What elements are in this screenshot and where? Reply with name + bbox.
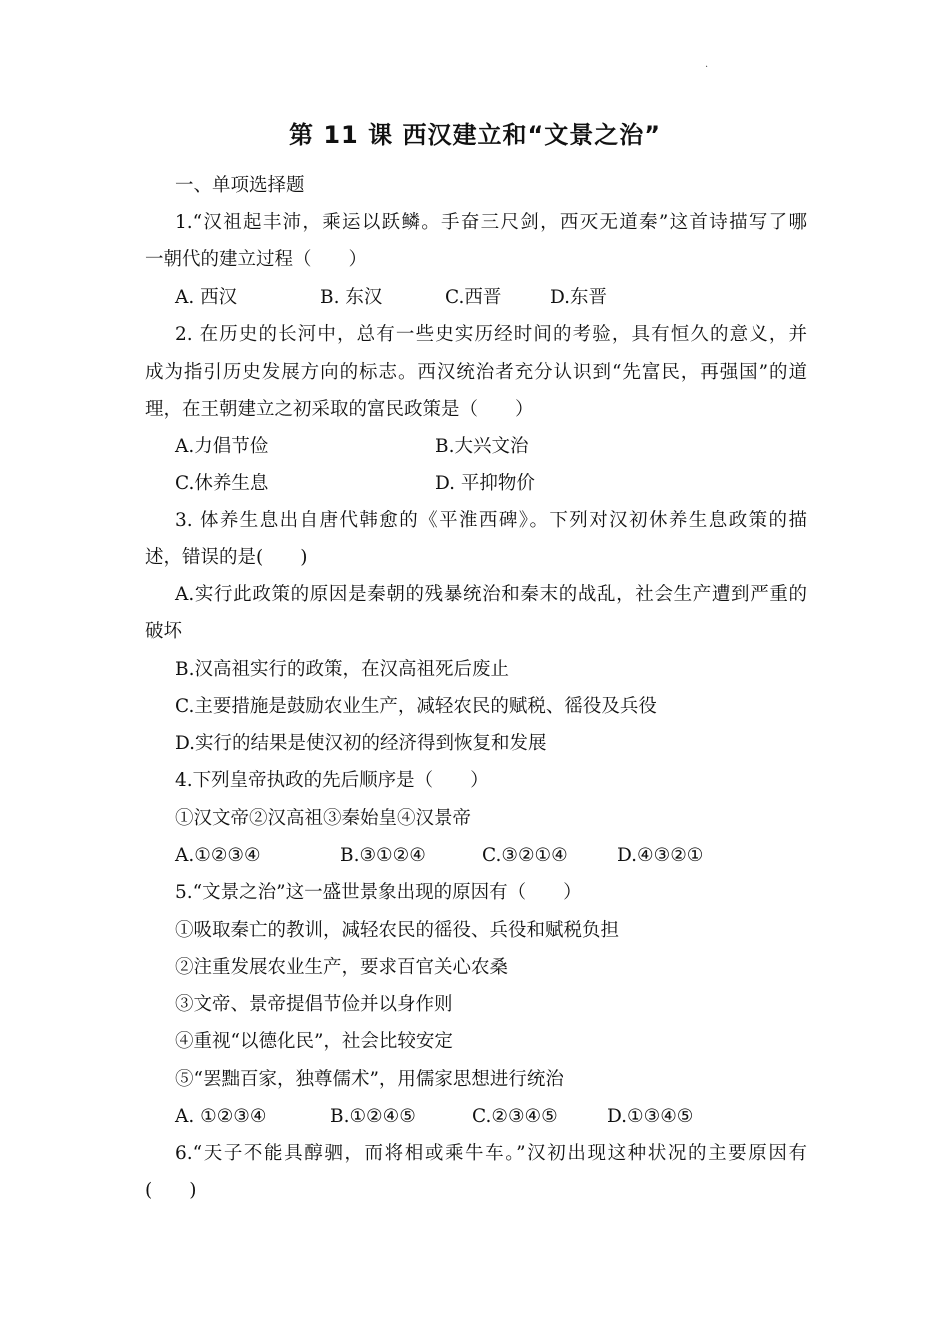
q3-option-d: D.实行的结果是使汉初的经济得到恢复和发展 <box>175 733 547 754</box>
q5-stem: 5.“文景之治”这一盛世景象出现的原因有（ ） <box>175 882 582 903</box>
q1-option-a: A. 西汉 <box>175 287 238 308</box>
q5-item-2: ②注重发展农业生产，要求百官关心农桑 <box>175 957 509 978</box>
section-heading: 一、单项选择题 <box>175 175 305 196</box>
q3-option-a-line2: 破坏 <box>145 621 183 642</box>
q2-option-c: C.休养生息 <box>175 473 269 494</box>
q2-option-b: B.大兴文治 <box>435 436 529 457</box>
q5-item-3: ③文帝、景帝提倡节俭并以身作则 <box>175 994 453 1015</box>
q3-option-c: C.主要措施是鼓励农业生产，减轻农民的赋税、徭役及兵役 <box>175 696 657 717</box>
q5-item-4: ④重视“以德化民”，社会比较安定 <box>175 1031 453 1052</box>
q2-stem-line1: 2. 在历史的长河中，总有一些史实历经时间的考验，具有恒久的意义，并 <box>175 324 807 345</box>
q1-option-c: C.西晋 <box>445 287 502 308</box>
q4-option-b: B.③①②④ <box>340 845 426 866</box>
q1-stem-line1: 1.“汉祖起丰沛，乘运以跃鳞。手奋三尺剑，西灭无道秦”这首诗描写了哪 <box>175 212 807 233</box>
q4-option-c: C.③②①④ <box>482 845 568 866</box>
header-mark: · <box>705 62 709 73</box>
q6-stem-line2: ( ) <box>145 1180 197 1201</box>
q2-stem-line2: 成为指引历史发展方向的标志。西汉统治者充分认识到“先富民，再强国”的道 <box>145 362 807 383</box>
q2-stem-line3: 理，在王朝建立之初采取的富民政策是（ ） <box>145 399 534 420</box>
q3-option-b: B.汉高祖实行的政策，在汉高祖死后废止 <box>175 659 509 680</box>
q5-option-c: C.②③④⑤ <box>472 1106 558 1127</box>
q5-item-5: ⑤“罢黜百家，独尊儒术”，用儒家思想进行统治 <box>175 1069 564 1090</box>
q6-stem-line1: 6.“天子不能具醇驷，而将相或乘牛车。”汉初出现这种状况的主要原因有 <box>175 1143 807 1164</box>
q2-option-d: D. 平抑物价 <box>435 473 535 494</box>
q5-option-a: A. ①②③④ <box>175 1106 267 1127</box>
q5-item-1: ①吸取秦亡的教训，减轻农民的徭役、兵役和赋税负担 <box>175 920 620 941</box>
q3-option-a-line1: A.实行此政策的原因是秦朝的残暴统治和秦末的战乱，社会生产遭到严重的 <box>175 584 807 605</box>
q1-stem-line2: 一朝代的建立过程（ ） <box>145 249 368 270</box>
q4-items: ①汉文帝②汉高祖③秦始皇④汉景帝 <box>175 808 472 829</box>
q4-stem: 4.下列皇帝执政的先后顺序是（ ） <box>175 770 489 791</box>
q5-option-b: B.①②④⑤ <box>330 1106 416 1127</box>
q3-stem-line1: 3. 体养生息出自唐代韩愈的《平淮西碑》。下列对汉初休养生息政策的描 <box>175 510 807 531</box>
q3-stem-line2: 述，错误的是( ) <box>145 547 308 568</box>
page-title: 第 11 课 西汉建立和“文景之治” <box>288 121 661 149</box>
q1-option-d: D.东晋 <box>550 287 608 308</box>
q4-option-a: A.①②③④ <box>175 845 261 866</box>
q5-option-d: D.①③④⑤ <box>607 1106 694 1127</box>
q4-option-d: D.④③②① <box>617 845 704 866</box>
q2-option-a: A.力倡节俭 <box>175 436 269 457</box>
q1-option-b: B. 东汉 <box>320 287 383 308</box>
